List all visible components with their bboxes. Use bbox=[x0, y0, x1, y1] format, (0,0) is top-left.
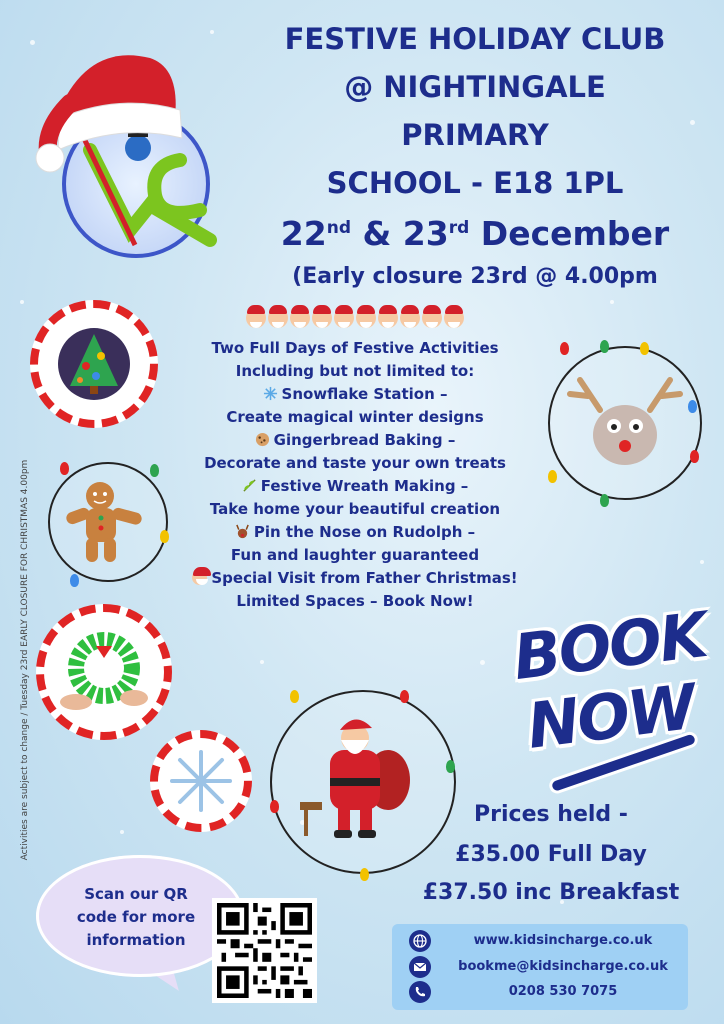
light-bulb-icon bbox=[690, 450, 699, 463]
santa-hat-icon bbox=[30, 38, 190, 178]
email-link[interactable]: bookme@kidsincharge.co.uk bbox=[458, 959, 668, 974]
snowflake-icon bbox=[263, 386, 278, 401]
book-now-word-2: NOW bbox=[523, 669, 699, 763]
activity-item-name: Snowflake Station – bbox=[150, 383, 560, 406]
price-full-day: £35.00 Full Day bbox=[455, 842, 647, 867]
santa-face-icon bbox=[334, 308, 354, 328]
contact-email-row[interactable] bbox=[392, 955, 688, 979]
santa-face-icon bbox=[400, 308, 420, 328]
date-day-1-suffix: nd bbox=[326, 218, 352, 238]
phone-icon bbox=[409, 981, 431, 1003]
phone-number[interactable]: 0208 530 7075 bbox=[508, 984, 618, 999]
light-bulb-icon bbox=[600, 494, 609, 507]
activities-intro-1: Two Full Days of Festive Activities bbox=[211, 339, 499, 357]
qr-code-pattern bbox=[217, 903, 312, 998]
activity-item-name: Festive Wreath Making – bbox=[150, 475, 560, 498]
santa-face-icon bbox=[290, 308, 310, 328]
qr-prompt-line-3: information bbox=[86, 931, 186, 949]
santa-face-icon bbox=[378, 308, 398, 328]
santa-face-icon bbox=[192, 570, 207, 585]
activity-item-desc: Take home your beautiful creation bbox=[209, 500, 501, 518]
reindeer-craft-image bbox=[560, 370, 690, 480]
date-amp: & bbox=[362, 214, 392, 253]
reindeer-icon bbox=[235, 524, 250, 539]
event-dates bbox=[240, 214, 710, 253]
santa-face-icon bbox=[246, 308, 266, 328]
activities-list bbox=[150, 337, 560, 613]
light-bulb-icon bbox=[560, 342, 569, 355]
activity-item-name: Gingerbread Baking – bbox=[150, 429, 560, 452]
santa-face-icon bbox=[312, 308, 332, 328]
title-line-3: PRIMARY bbox=[401, 118, 549, 152]
title-line-2: @ NIGHTINGALE bbox=[344, 70, 606, 104]
activity-item-desc: Create magical winter designs bbox=[226, 408, 484, 426]
contact-website-row[interactable] bbox=[392, 929, 688, 953]
activities-intro-2: Including but not limited to: bbox=[235, 362, 475, 380]
title-line-4: SCHOOL - E18 1PL bbox=[326, 166, 624, 200]
date-day-1: 22 bbox=[280, 214, 327, 253]
light-bulb-icon bbox=[400, 690, 409, 703]
light-bulb-icon bbox=[60, 462, 69, 475]
qr-prompt-line-1: Scan our QR bbox=[84, 885, 188, 903]
light-bulb-icon bbox=[160, 530, 169, 543]
light-bulb-icon bbox=[600, 340, 609, 353]
title-line-1: FESTIVE HOLIDAY CLUB bbox=[284, 22, 666, 56]
santa-emoji-row bbox=[230, 308, 480, 330]
light-bulb-icon bbox=[688, 400, 697, 413]
cookie-icon bbox=[255, 432, 270, 447]
activity-item-desc: Decorate and taste your own treats bbox=[204, 454, 506, 472]
light-bulb-icon bbox=[150, 464, 159, 477]
santa-face-icon bbox=[356, 308, 376, 328]
book-now-graphic bbox=[509, 598, 710, 802]
side-note: Activities are subject to change / Tuesday 23rd EARLY CLOSURE FOR CHRISTMAS 4.00pm bbox=[20, 459, 30, 861]
prices-heading: Prices held - bbox=[474, 802, 628, 827]
father-christmas-image bbox=[300, 710, 430, 850]
stained-glass-tree-image bbox=[56, 326, 132, 402]
envelope-icon bbox=[409, 956, 431, 978]
special-visit: Special Visit from Father Christmas! bbox=[150, 567, 560, 590]
santa-face-icon bbox=[422, 308, 442, 328]
light-bulb-icon bbox=[548, 470, 557, 483]
date-day-2-suffix: rd bbox=[448, 218, 470, 238]
date-day-2: 23 bbox=[402, 214, 449, 253]
contact-phone-row[interactable] bbox=[392, 980, 688, 1004]
light-bulb-icon bbox=[290, 690, 299, 703]
activity-item-desc: Fun and laughter guaranteed bbox=[230, 546, 480, 564]
website-link[interactable]: www.kidsincharge.co.uk bbox=[473, 933, 653, 948]
book-now-word-1: BOOK bbox=[509, 598, 710, 694]
contact-box bbox=[392, 924, 688, 1010]
holly-icon bbox=[242, 478, 257, 493]
early-closure-note: (Early closure 23rd @ 4.00pm bbox=[292, 264, 658, 289]
snowflake-craft-image bbox=[166, 746, 236, 816]
gingerbread-man-image bbox=[60, 478, 160, 568]
santa-face-icon bbox=[268, 308, 288, 328]
light-bulb-icon bbox=[640, 342, 649, 355]
light-bulb-icon bbox=[270, 800, 279, 813]
activity-item-name: Pin the Nose on Rudolph – bbox=[150, 521, 560, 544]
date-month: December bbox=[480, 214, 670, 253]
paper-wreath-image bbox=[56, 624, 152, 720]
qr-prompt bbox=[56, 883, 216, 952]
qr-prompt-line-2: code for more bbox=[76, 908, 196, 926]
qr-code[interactable] bbox=[212, 898, 317, 1003]
limited-spaces: Limited Spaces – Book Now! bbox=[236, 592, 474, 610]
santa-face-icon bbox=[444, 308, 464, 328]
light-bulb-icon bbox=[360, 868, 369, 881]
globe-icon bbox=[409, 930, 431, 952]
price-with-breakfast: £37.50 inc Breakfast bbox=[422, 880, 680, 905]
light-bulb-icon bbox=[446, 760, 455, 773]
light-bulb-icon bbox=[70, 574, 79, 587]
